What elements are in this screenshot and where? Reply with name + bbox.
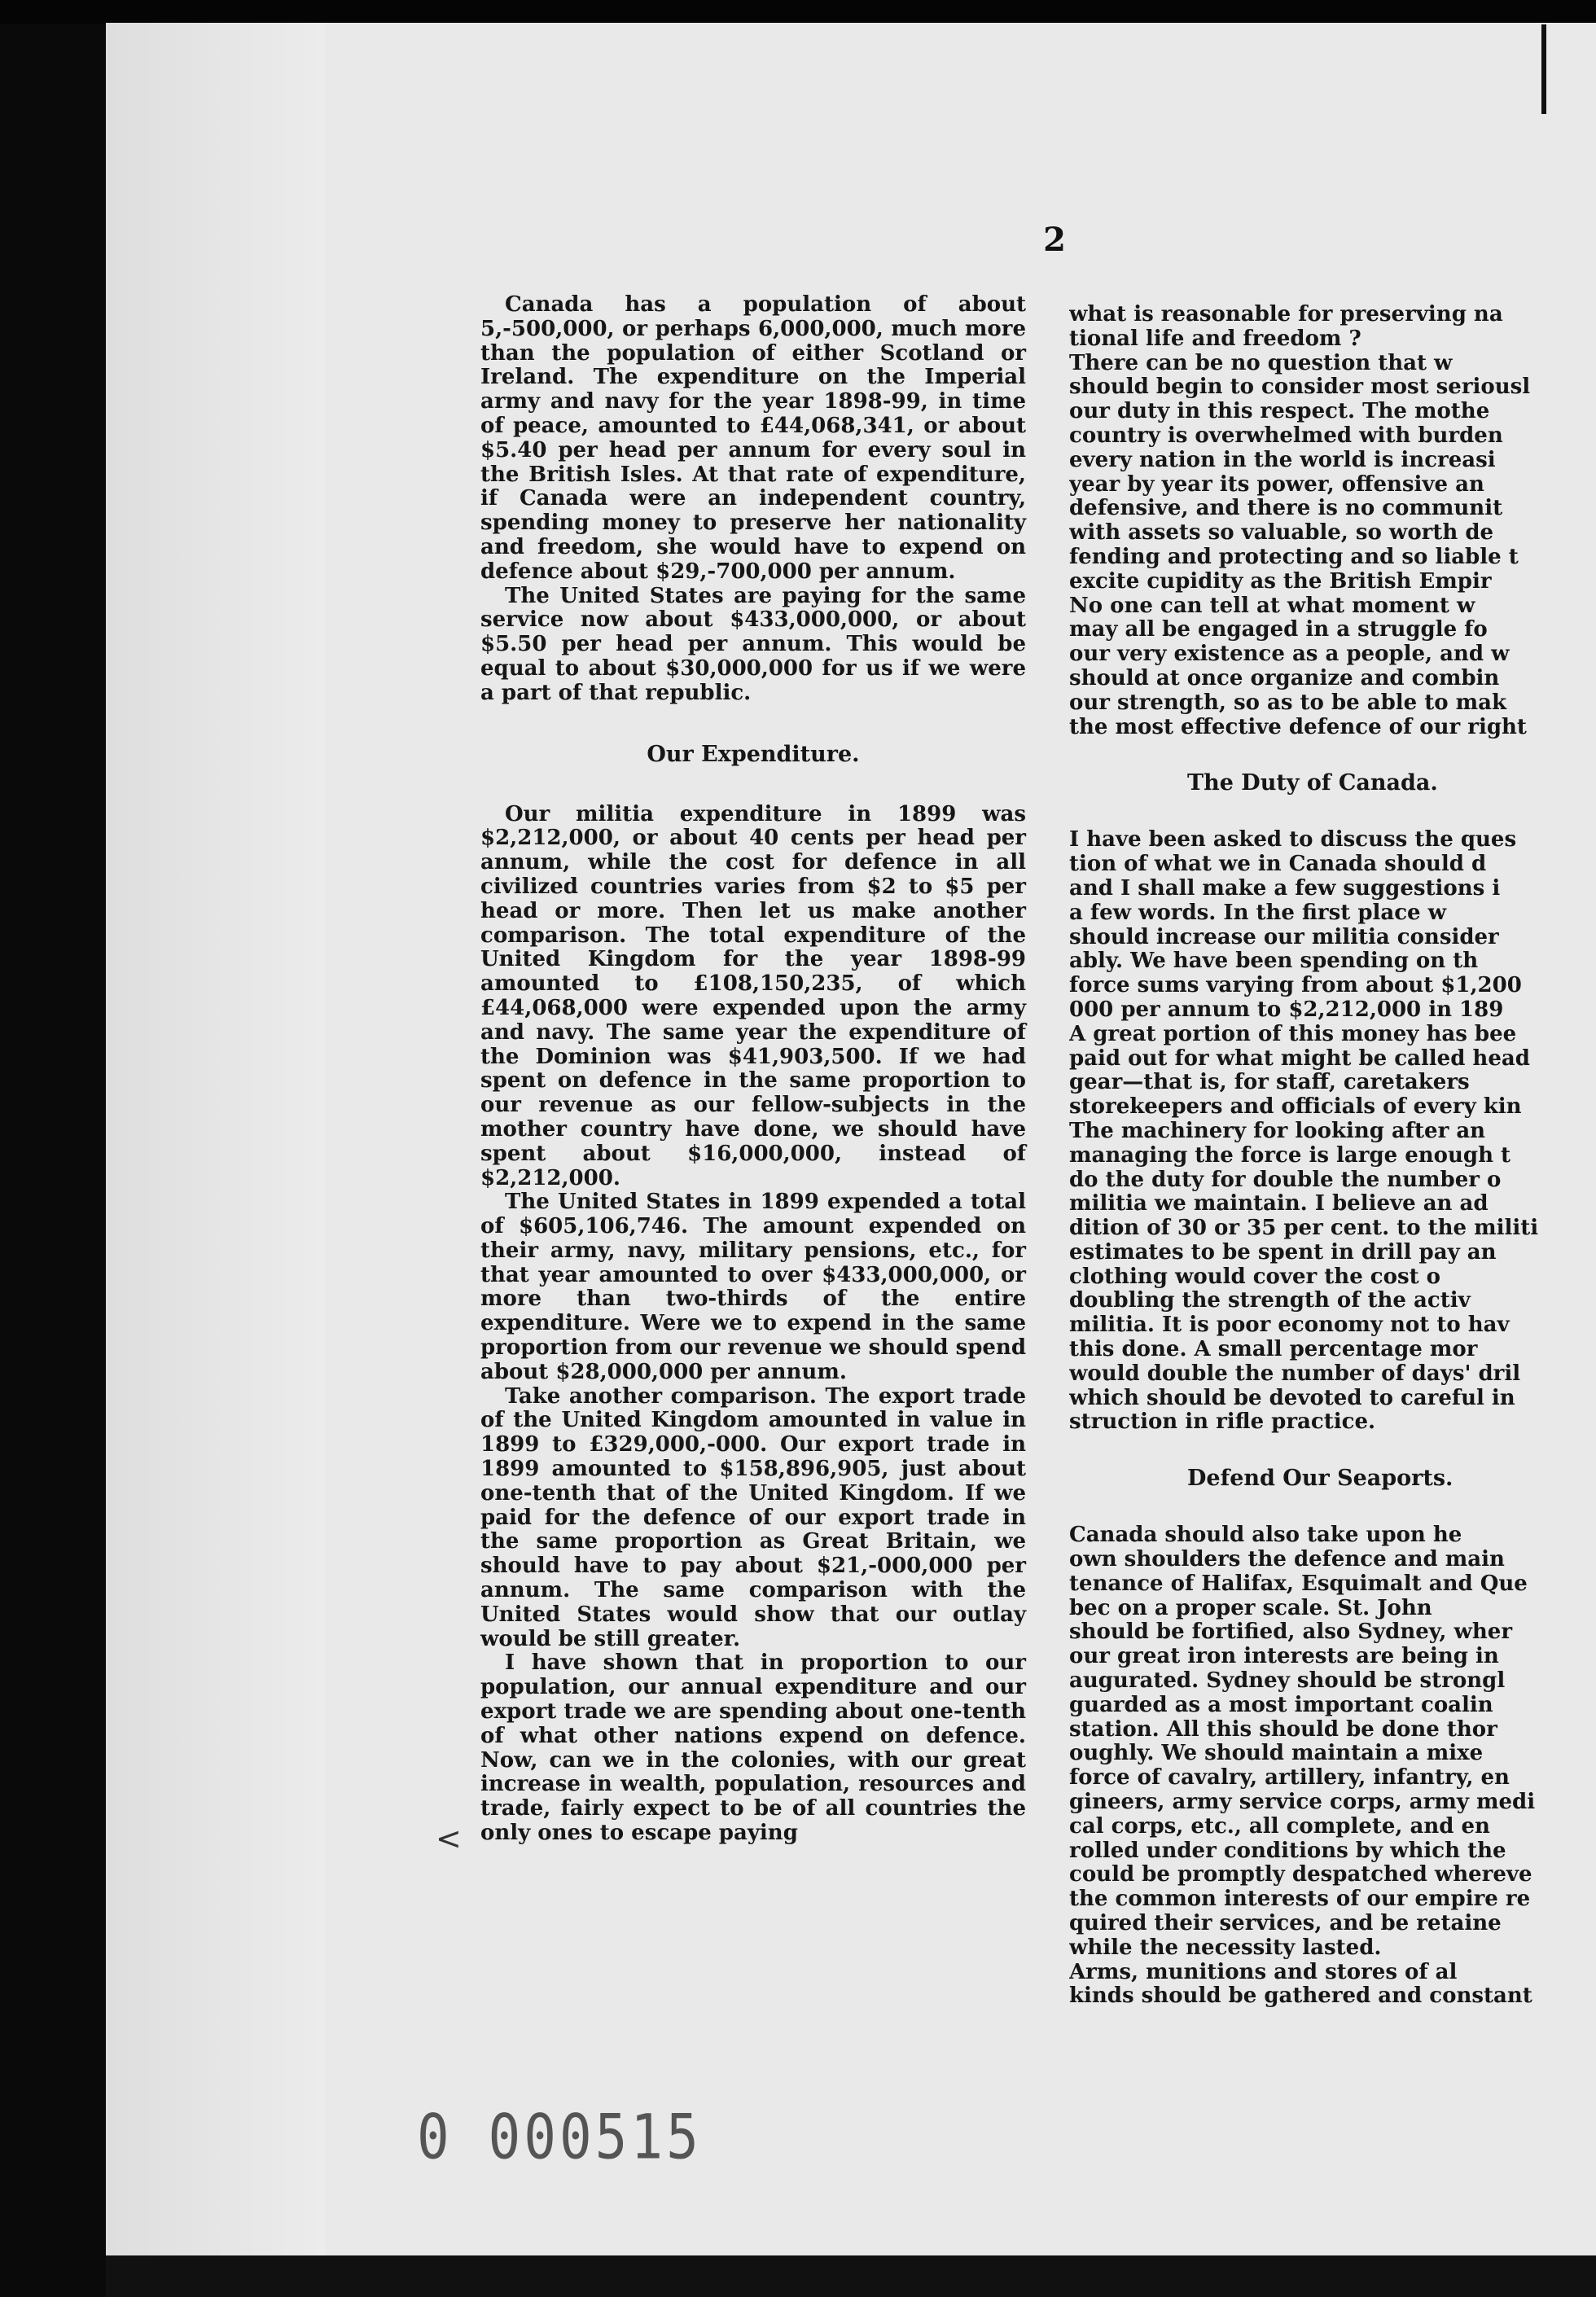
- right-block-duty: [1069, 828, 1596, 1435]
- section-heading-our-expenditure: Our Expenditure.: [647, 741, 860, 767]
- text-line: this done. A small percentage mor: [1069, 1338, 1478, 1362]
- text-line: gear—that is, for staff, caretakers: [1069, 1071, 1470, 1095]
- text-line: dition of 30 or 35 per cent. to the militi: [1069, 1216, 1539, 1241]
- text-line: while the necessity lasted.: [1069, 1935, 1382, 1960]
- right-column: [1069, 303, 1596, 2054]
- text-line: every nation in the world is increasi: [1069, 448, 1496, 472]
- paragraph: The United States in 1899 expended a total of $605,106,746. The amount expended on their army, navy, military pensions, etc., for that year amounted to over $433,000,000, or more than two-thirds of the entire expenditure. Were we to expend in the same proportion from our revenue we should spend about $28,000,000 per annum.: [480, 1190, 1027, 1384]
- paragraph: Canada has a population of about 5,-500,000, or perhaps 6,000,000, much more than the population of either Scotland or Ireland. The expenditure on the Imperial army and navy for the year 1898-99, in time of peace, amounted to £44,068,341, or about $5.40 per head per annum for every soul in the British Isles. At that rate of expenditure, if Canada were an independent country, spending money to preserve her nationality and freedom, she would have to expend on defence about $29,-700,000 per annum.: [480, 292, 1026, 584]
- margin-pencil-mark: <: [436, 1821, 462, 1856]
- text-line: militia. It is poor economy not to hav: [1069, 1313, 1510, 1338]
- text-line: storekeepers and officials of every kin: [1069, 1095, 1522, 1120]
- text-line: militia we maintain. I believe an ad: [1069, 1192, 1489, 1216]
- section-heading-defend-seaports: Defend Our Seaports.: [1187, 1466, 1454, 1492]
- text-line: doubling the strength of the activ: [1069, 1289, 1471, 1313]
- text-line: Canada should also take upon he: [1069, 1523, 1462, 1548]
- text-line: with assets so valuable, so worth de: [1069, 521, 1494, 546]
- text-line: do the duty for double the number o: [1069, 1168, 1502, 1192]
- text-line: clothing would cover the cost o: [1069, 1265, 1441, 1289]
- text-line: tion of what we in Canada should d: [1069, 853, 1487, 877]
- text-line: ably. We have been spending on th: [1069, 949, 1479, 974]
- text-line: tenance of Halifax, Esquimalt and Que: [1069, 1572, 1528, 1596]
- text-line: our strength, so as to be able to mak: [1069, 690, 1506, 715]
- text-line: should at once organize and combin: [1069, 666, 1500, 690]
- paragraph: I have shown that in proportion to our population, our annual expenditure and our export trade we are spending about one-tenth of what other nations expend on defence. Now, can we in the colonies, with our great increase in wealth, population, resources and trade, fairly expect to be of all countries the only ones to escape paying: [480, 1650, 1026, 1846]
- page-number: 2: [1043, 221, 1066, 259]
- text-line: I have been asked to discuss the ques: [1069, 828, 1517, 853]
- text-line: should begin to consider most seriousl: [1069, 375, 1531, 400]
- text-line: struction in rifle practice.: [1069, 1410, 1376, 1435]
- left-column: [480, 293, 1026, 1846]
- scanner-bottom-border: [106, 2255, 1596, 2297]
- text-line: what is reasonable for preserving na: [1069, 303, 1503, 327]
- text-line: bec on a proper scale. St. John: [1069, 1596, 1432, 1620]
- text-line: paid out for what might be called head: [1069, 1046, 1530, 1071]
- text-line: the common interests of our empire re: [1069, 1887, 1531, 1912]
- text-line: which should be devoted to careful in: [1069, 1386, 1515, 1410]
- paragraph: The United States are paying for the same service now about $433,000,000, or about $5.50 per head per annum. This would be equal to about $30,000,000 for us if we were a part of that republic.: [480, 583, 1026, 705]
- scanner-top-border: [0, 0, 1596, 24]
- text-line: station. All this should be done thor: [1069, 1717, 1497, 1742]
- text-line: our very existence as a people, and w: [1069, 642, 1510, 667]
- text-line: defensive, and there is no communit: [1069, 497, 1503, 521]
- text-line: 000 per annum to $2,212,000 in 189: [1069, 997, 1504, 1022]
- section-heading-duty-of-canada: The Duty of Canada.: [1187, 770, 1438, 796]
- text-line: estimates to be spent in drill pay an: [1069, 1240, 1497, 1265]
- text-line: the most effective defence of our right: [1069, 715, 1527, 739]
- text-line: a few words. In the first place w: [1069, 901, 1447, 925]
- scan-edge-mark: [1541, 24, 1546, 114]
- text-line: tional life and freedom ?: [1069, 327, 1361, 351]
- text-line: guarded as a most important coalin: [1069, 1693, 1493, 1717]
- text-line: should be fortified, also Sydney, wher: [1069, 1620, 1513, 1645]
- paragraph: Our militia expenditure in 1899 was $2,212,000, or about 40 cents per head per annum, while the cost for defence in all civilized countries varies from $2 to $5 per head or more. Then let us make another comparison. The total expenditure of the United Kingdom for the year 1898-99 amounted to £108,150,235, of which £44,068,000 were expended upon the army and navy. The same year the expenditure of the Dominion was $41,903,500. If we had spent on defence in the same proportion to our revenue as our fellow-subjects in the mother country have done, we should have spent about $16,000,000, instead of $2,212,000.: [480, 801, 1026, 1190]
- text-line: augurated. Sydney should be strongl: [1069, 1669, 1506, 1694]
- text-line: could be promptly despatched whereve: [1069, 1863, 1532, 1887]
- text-line: No one can tell at what moment w: [1069, 594, 1475, 618]
- text-line: quired their services, and be retaine: [1069, 1912, 1502, 1936]
- text-line: may all be engaged in a struggle fo: [1069, 618, 1488, 642]
- text-line: should increase our militia consider: [1069, 925, 1499, 949]
- text-line: rolled under conditions by which the: [1069, 1839, 1506, 1863]
- text-line: Arms, munitions and stores of al: [1069, 1960, 1458, 1984]
- right-block-intro: [1069, 303, 1596, 739]
- text-line: There can be no question that w: [1069, 351, 1453, 375]
- text-line: excite cupidity as the British Empir: [1069, 569, 1492, 594]
- text-line: would double the number of days' dril: [1069, 1361, 1521, 1386]
- text-line: force sums varying from about $1,200: [1069, 974, 1522, 998]
- text-line: oughly. We should maintain a mixe: [1069, 1742, 1484, 1766]
- text-line: force of cavalry, artillery, infantry, en: [1069, 1766, 1510, 1791]
- text-line: year by year its power, offensive an: [1069, 472, 1484, 497]
- text-line: kinds should be gathered and constant: [1069, 1984, 1532, 2009]
- text-line: A great portion of this money has bee: [1069, 1022, 1517, 1046]
- archive-stamp-number: 0 000515: [417, 2101, 702, 2173]
- page-left-margin: [106, 23, 326, 2270]
- text-line: managing the force is large enough t: [1069, 1143, 1511, 1168]
- text-line: fending and protecting and so liable t: [1069, 545, 1519, 569]
- text-line: The machinery for looking after an: [1069, 1119, 1486, 1143]
- text-line: cal corps, etc., all complete, and en: [1069, 1814, 1490, 1839]
- text-line: gineers, army service corps, army medi: [1069, 1791, 1536, 1815]
- text-line: and I shall make a few suggestions i: [1069, 876, 1501, 901]
- text-line: country is overwhelmed with burden: [1069, 423, 1503, 448]
- paragraph: Take another comparison. The export trade of the United Kingdom amounted in value in 1899 to £329,000,-000. Our export trade in 1899 amounted to $158,896,905, just about one-tenth that of the United Kingdom. If we paid for the defence of our export trade in the same proportion as Great Britain, we should have to pay about $21,-000,000 per annum. The same comparison with the United States would show that our outlay would be still greater.: [480, 1383, 1026, 1651]
- text-line: our great iron interests are being in: [1069, 1645, 1499, 1669]
- text-line: our duty in this respect. The mothe: [1069, 400, 1490, 424]
- text-line: own shoulders the defence and main: [1069, 1548, 1505, 1572]
- right-block-seaports: [1069, 1523, 1596, 2009]
